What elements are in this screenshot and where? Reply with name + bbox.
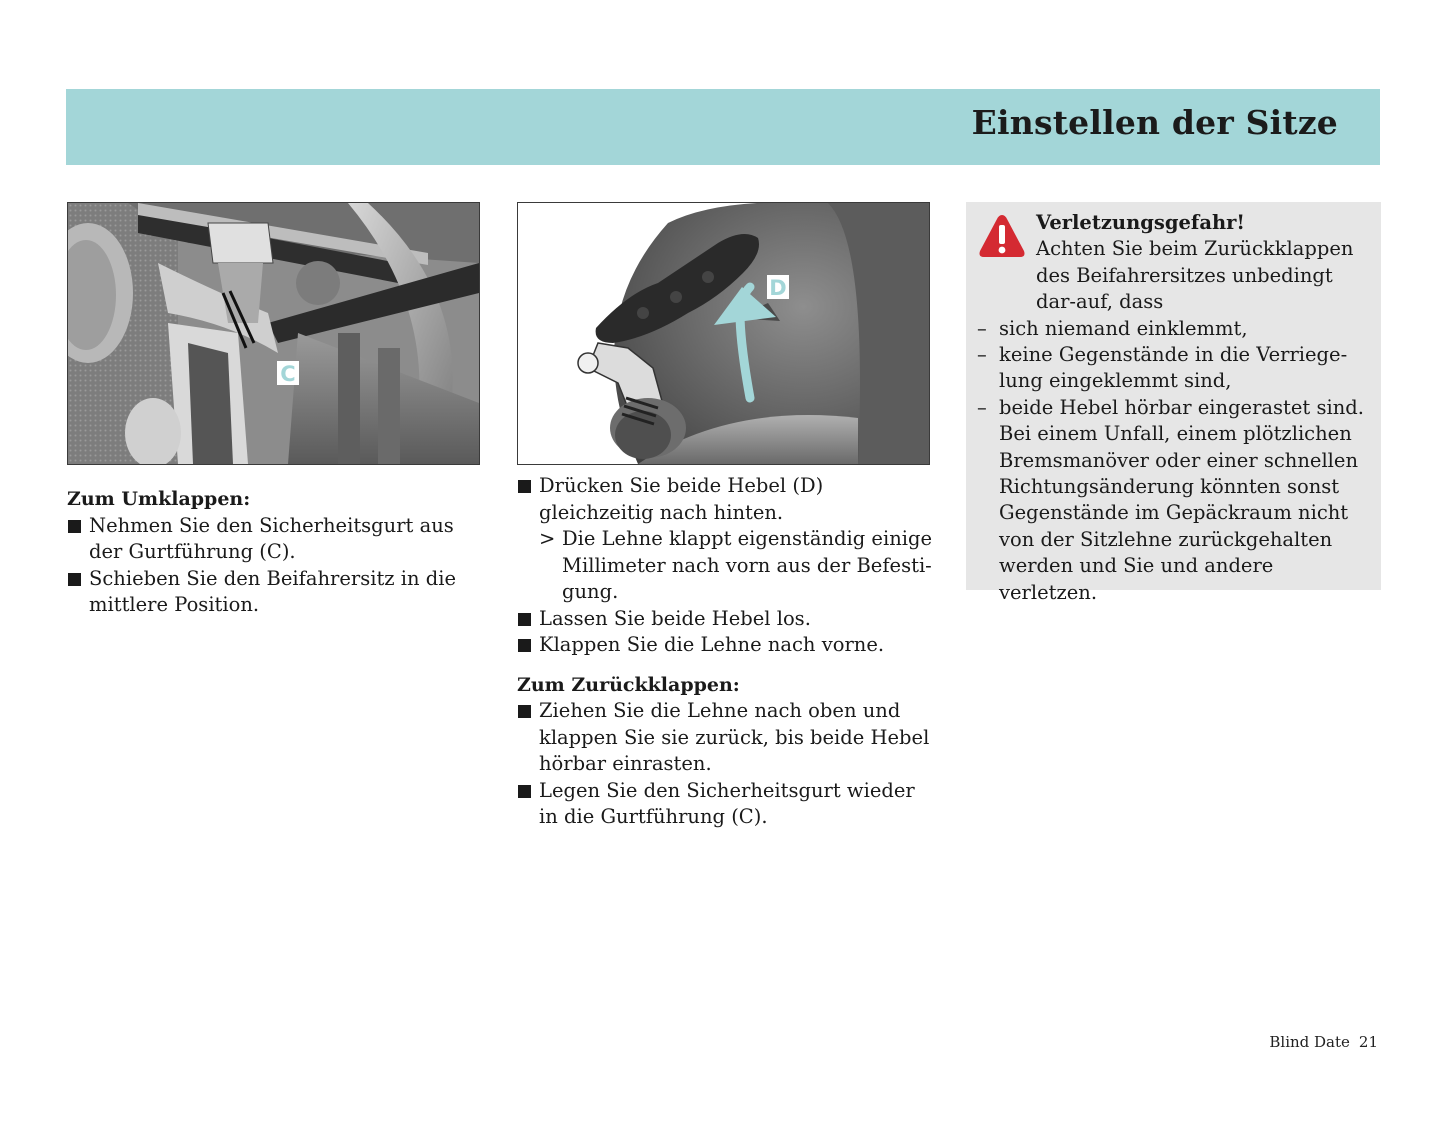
list-item: – keine Gegenstände in die Verriege-lung eingeklemmt sind, (977, 343, 1348, 393)
belt-guide-illustration (67, 202, 480, 465)
lever-section (517, 473, 937, 831)
result-item (517, 526, 937, 606)
callout-d-label: D (769, 276, 787, 300)
warning-title: Verletzungsgefahr! (1036, 211, 1245, 234)
callout-c-label: C (280, 362, 296, 386)
list-item: Klappen Sie die Lehne nach vorne. (517, 632, 937, 659)
result-text: Die Lehne klappt eigenständig einige Millimeter nach vorn aus der Befesti-gung. (562, 527, 933, 603)
page-title: Einstellen der Sitze (971, 103, 1338, 142)
page-number: 21 (1358, 1033, 1378, 1051)
list-item: Legen Sie den Sicherheitsgurt wieder in die Gurtführung (C). (517, 778, 937, 831)
fold-down-heading: Zum Umklappen: (67, 488, 251, 510)
list-item: Schieben Sie den Beifahrersitz in die mittlere Position. (67, 566, 487, 619)
page-footer (1269, 1033, 1378, 1051)
header-bar (66, 89, 1380, 165)
document-name: Blind Date (1269, 1033, 1350, 1051)
warning-intro: Achten Sie beim Zurückklappen des Beifahrersitzes unbedingt dar-auf, dass (1036, 237, 1354, 314)
warning-triangle-icon (977, 212, 1027, 260)
fold-down-section (67, 486, 487, 619)
list-item: – sich niemand einklemmt, (977, 316, 1248, 340)
list-item: Lassen Sie beide Hebel los. (517, 606, 937, 633)
fold-back-heading: Zum Zurückklappen: (517, 673, 740, 696)
list-item: – beide Hebel hörbar eingerastet sind. (977, 395, 1364, 419)
list-item: Ziehen Sie die Lehne nach oben und klappen Sie sie zurück, bis beide Hebel hörbar einrasten. (517, 698, 937, 778)
warning-note: Bei einem Unfall, einem plötzlichen Bremsmanöver oder einer schnellen Richtungsänderung könnten sonst Gegenstände im Gepäckraum nicht von der Sitzlehne zurückgehalten werden und Sie und andere verletzen. (999, 422, 1359, 604)
warning-box (966, 202, 1381, 604)
list-item: Drücken Sie beide Hebel (D) gleichzeitig nach hinten. (517, 473, 937, 526)
list-item: Nehmen Sie den Sicherheitsgurt aus der Gurtführung (C). (67, 513, 487, 566)
lever-illustration (517, 202, 930, 465)
result-marker: > (539, 527, 556, 550)
